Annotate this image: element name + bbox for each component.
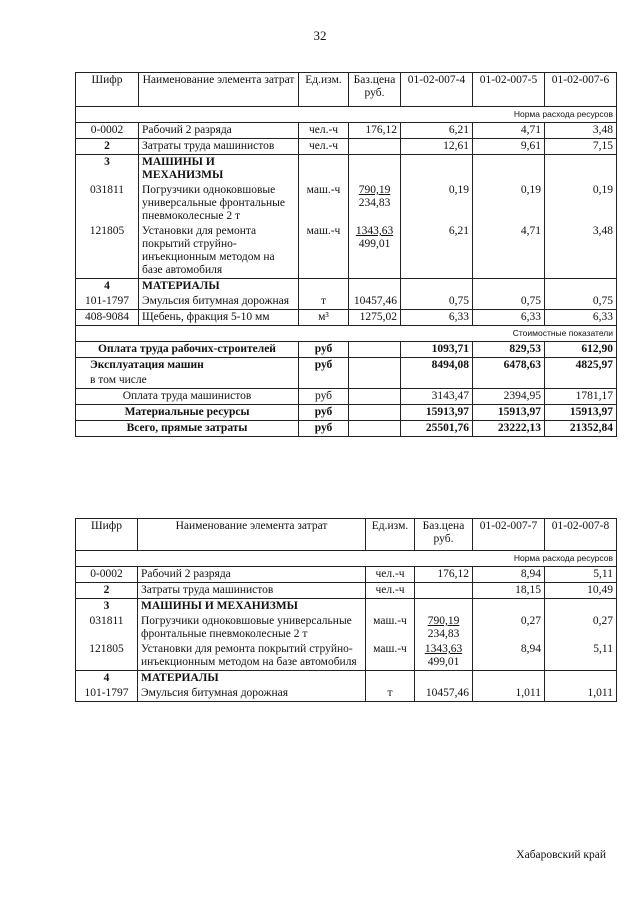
table-row [76, 642, 617, 671]
row-value: 8,94 [473, 567, 545, 583]
row-code: 121805 [76, 642, 138, 671]
row-name: Погрузчики одноковшовые универсальные фронтальные пневмоколесные 2 т [139, 183, 299, 224]
price-current: 790,19 [358, 184, 391, 196]
header-col: 01-02-007-4 [401, 73, 473, 107]
table-row [76, 310, 617, 326]
row-price [415, 583, 473, 599]
row-unit: маш.-ч [366, 614, 415, 642]
cost-row [76, 373, 617, 389]
cost-value: 1781,17 [545, 389, 617, 405]
norm-label-row [76, 107, 617, 123]
row-unit: маш.-ч [299, 224, 349, 279]
table-row [76, 294, 617, 310]
section-code: 4 [76, 279, 139, 295]
header-unit: Ед.изм. [299, 73, 349, 107]
row-unit: чел.-ч [366, 583, 415, 599]
header-price: Баз.цена руб. [415, 519, 473, 551]
row-name: Щебень, фракция 5-10 мм [139, 310, 299, 326]
table-row [76, 686, 617, 702]
row-unit: чел.-ч [366, 567, 415, 583]
cost-value: 3143,47 [401, 389, 473, 405]
row-code: 101-1797 [76, 686, 138, 702]
row-price [349, 183, 401, 224]
header-col: 01-02-007-6 [545, 73, 617, 107]
resource-table-2 [75, 518, 617, 702]
row-price [349, 139, 401, 155]
price-base: 499,01 [358, 238, 391, 250]
table-row [76, 224, 617, 279]
row-value: 6,21 [401, 224, 473, 279]
section-title: МАШИНЫ И МЕХАНИЗМЫ [139, 155, 299, 184]
row-unit: чел.-ч [299, 139, 349, 155]
row-unit: маш.-ч [299, 183, 349, 224]
row-name: Установки для ремонта покрытий струйно-инъекционным методом на базе автомобиля [139, 224, 299, 279]
row-price: 176,12 [415, 567, 473, 583]
cost-value: 15913,97 [473, 405, 545, 421]
row-value: 4,71 [473, 224, 545, 279]
header-code: Шифр [76, 73, 139, 107]
page-number: 32 [313, 28, 327, 43]
row-price: 10457,46 [415, 686, 473, 702]
footer-region: Хабаровский край [516, 849, 606, 861]
section-title: МАШИНЫ И МЕХАНИЗМЫ [138, 599, 366, 615]
header-col: 01-02-007-5 [473, 73, 545, 107]
section-row [76, 155, 617, 184]
row-value: 1,011 [545, 686, 617, 702]
price-current: 1343,63 [355, 225, 394, 237]
section-code: 4 [76, 671, 138, 687]
row-value: 10,49 [545, 583, 617, 599]
row-code: 101-1797 [76, 294, 139, 310]
resource-table-1 [75, 72, 617, 437]
cost-value: 15913,97 [401, 405, 473, 421]
header-code: Шифр [76, 519, 138, 551]
cost-name: Оплата труда машинистов [76, 389, 299, 405]
row-value: 6,33 [401, 310, 473, 326]
row-value: 6,21 [401, 123, 473, 139]
price-current: 1343,63 [424, 643, 463, 655]
row-value: 0,19 [545, 183, 617, 224]
row-price [349, 224, 401, 279]
cost-name: Эксплуатация машин [76, 358, 299, 374]
row-code: 2 [76, 139, 139, 155]
row-code: 031811 [76, 183, 139, 224]
row-value: 5,11 [545, 567, 617, 583]
row-unit: чел.-ч [299, 123, 349, 139]
row-code: 0-0002 [76, 567, 138, 583]
header-name: Наименование элемента затрат [138, 519, 366, 551]
header-price: Баз.цена руб. [349, 73, 401, 107]
price-base: 234,83 [358, 197, 391, 209]
row-code: 408-9084 [76, 310, 139, 326]
header-col: 01-02-007-8 [545, 519, 617, 551]
row-name: Рабочий 2 разряда [138, 567, 366, 583]
cost-name: Материальные ресурсы [76, 405, 299, 421]
row-unit: т [299, 294, 349, 310]
row-code: 031811 [76, 614, 138, 642]
cost-unit: руб [299, 405, 349, 421]
cost-unit: руб [299, 389, 349, 405]
row-price [415, 614, 473, 642]
norm-label: Норма расхода ресурсов [76, 107, 617, 123]
row-value: 5,11 [545, 642, 617, 671]
row-value: 18,15 [473, 583, 545, 599]
cost-value: 21352,84 [545, 421, 617, 437]
cost-value: 612,90 [545, 342, 617, 358]
row-value: 0,19 [401, 183, 473, 224]
cost-row [76, 389, 617, 405]
cost-value: 23222,13 [473, 421, 545, 437]
row-code: 2 [76, 583, 138, 599]
header-unit: Ед.изм. [366, 519, 415, 551]
cost-row [76, 421, 617, 437]
row-value: 4,71 [473, 123, 545, 139]
table-row [76, 583, 617, 599]
cost-unit: руб [299, 358, 349, 374]
cost-value: 8494,08 [401, 358, 473, 374]
cost-value: 829,53 [473, 342, 545, 358]
section-code: 3 [76, 155, 139, 184]
row-value: 6,33 [545, 310, 617, 326]
row-value: 0,27 [545, 614, 617, 642]
row-value: 7,15 [545, 139, 617, 155]
row-code: 121805 [76, 224, 139, 279]
cost-name: Оплата труда рабочих-строителей [76, 342, 299, 358]
section-row [76, 671, 617, 687]
row-value: 0,75 [401, 294, 473, 310]
cost-value: 1093,71 [401, 342, 473, 358]
table-row [76, 567, 617, 583]
row-name: Затраты труда машинистов [139, 139, 299, 155]
table-header [76, 73, 617, 107]
cost-row [76, 405, 617, 421]
row-price [415, 642, 473, 671]
row-name: Эмульсия битумная дорожная [138, 686, 366, 702]
row-value: 0,75 [473, 294, 545, 310]
section-row [76, 599, 617, 615]
table-header [76, 519, 617, 551]
cost-value: 4825,97 [545, 358, 617, 374]
row-value: 0,27 [473, 614, 545, 642]
table-row [76, 614, 617, 642]
header-name: Наименование элемента затрат [139, 73, 299, 107]
cost-name: в том числе [76, 373, 299, 389]
cost-value: 15913,97 [545, 405, 617, 421]
row-name: Затраты труда машинистов [138, 583, 366, 599]
cost-name: Всего, прямые затраты [76, 421, 299, 437]
row-value: 6,33 [473, 310, 545, 326]
cost-unit: руб [299, 421, 349, 437]
norm-label-row [76, 551, 617, 567]
row-unit: м³ [299, 310, 349, 326]
cost-row [76, 342, 617, 358]
cost-value: 6478,63 [473, 358, 545, 374]
cost-label: Стоимостные показатели [76, 326, 617, 342]
norm-label: Норма расхода ресурсов [76, 551, 617, 567]
row-price: 10457,46 [349, 294, 401, 310]
section-title: МАТЕРИАЛЫ [139, 279, 299, 295]
table-row [76, 123, 617, 139]
row-value: 1,011 [473, 686, 545, 702]
header-col: 01-02-007-7 [473, 519, 545, 551]
row-price: 176,12 [349, 123, 401, 139]
row-value: 0,19 [473, 183, 545, 224]
cost-label-row [76, 326, 617, 342]
table-row [76, 183, 617, 224]
row-code: 0-0002 [76, 123, 139, 139]
cost-value: 2394,95 [473, 389, 545, 405]
row-value: 0,75 [545, 294, 617, 310]
price-base: 234,83 [427, 628, 460, 640]
section-code: 3 [76, 599, 138, 615]
row-name: Установки для ремонта покрытий струйно-инъекционным методом на базе автомобиля [138, 642, 366, 671]
row-price: 1275,02 [349, 310, 401, 326]
row-name: Эмульсия битумная дорожная [139, 294, 299, 310]
row-value: 3,48 [545, 224, 617, 279]
row-value: 12,61 [401, 139, 473, 155]
cost-value: 25501,76 [401, 421, 473, 437]
section-title: МАТЕРИАЛЫ [138, 671, 366, 687]
table-row [76, 139, 617, 155]
row-unit: т [366, 686, 415, 702]
cost-unit: руб [299, 342, 349, 358]
row-value: 9,61 [473, 139, 545, 155]
price-current: 790,19 [427, 615, 460, 627]
price-base: 499,01 [427, 656, 460, 668]
row-value: 3,48 [545, 123, 617, 139]
row-value: 8,94 [473, 642, 545, 671]
row-name: Рабочий 2 разряда [139, 123, 299, 139]
cost-row [76, 358, 617, 374]
section-row [76, 279, 617, 295]
row-name: Погрузчики одноковшовые универсальные фронтальные пневмоколесные 2 т [138, 614, 366, 642]
row-unit: маш.-ч [366, 642, 415, 671]
